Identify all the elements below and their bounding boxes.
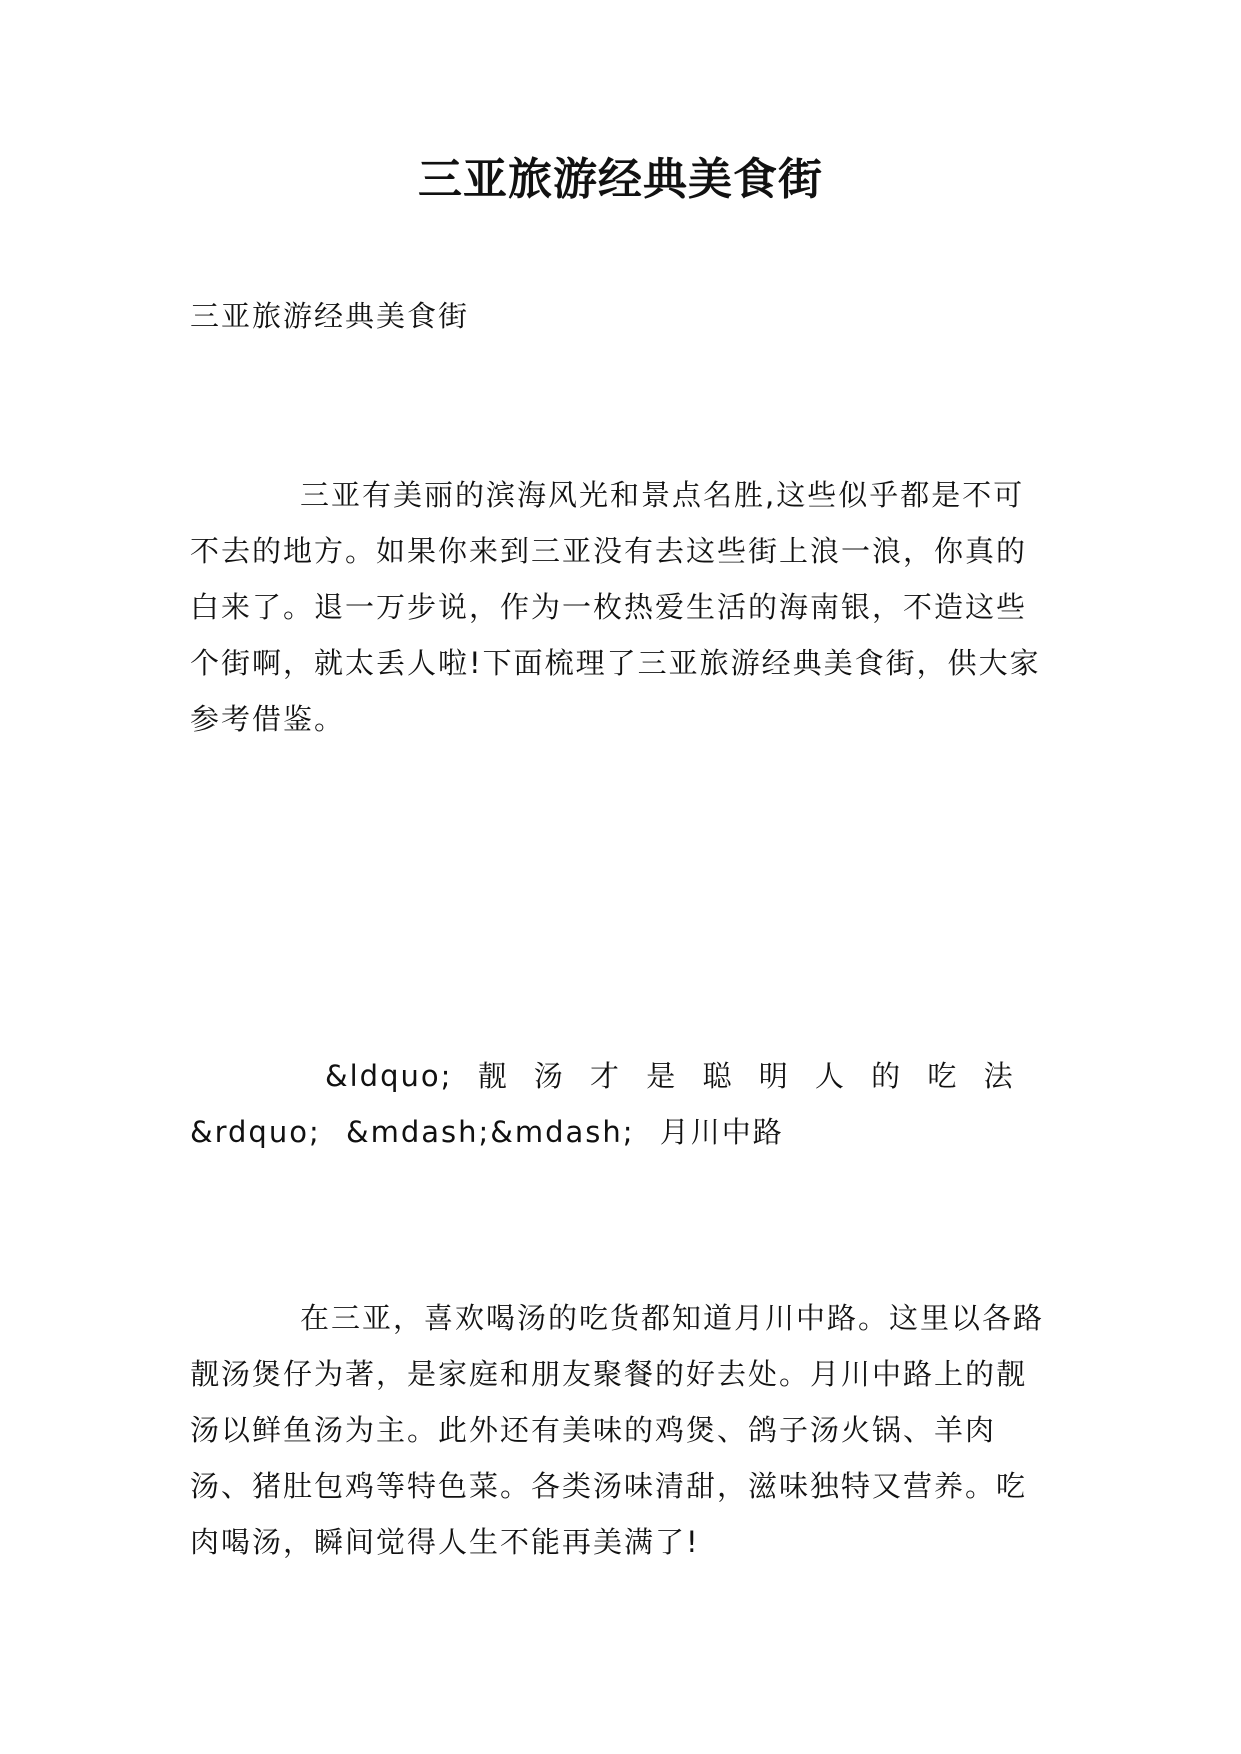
body-paragraph: 在三亚，喜欢喝汤的吃货都知道月川中路。这里以各路靓汤煲仔为著，是家庭和朋友聚餐的好去处。月川中路上的靓汤以鲜鱼汤为主。此外还有美味的鸡煲、鸽子汤火锅、羊肉汤、猪肚包鸡等特色菜。各类汤味清甜，滋味独特又营养。吃肉喝汤，瞬间觉得人生不能再美满了! <box>190 1301 1045 1559</box>
section-heading: &ldquo; 靓 汤 才 是 聪 明 人 的 吃 法 &rdquo; &mdash;&mdash; 月川中路 <box>190 1059 1015 1149</box>
page-title: 三亚旅游经典美食街 <box>418 154 823 205</box>
intro-paragraph: 三亚有美丽的滨海风光和景点名胜,这些似乎都是不可不去的地方。如果你来到三亚没有去这些街上浪一浪，你真的白来了。退一万步说，作为一枚热爱生活的海南银，不造这些个街啊，就太丢人啦!下面梳理了三亚旅游经典美食街，供大家参考借鉴。 <box>190 478 1041 736</box>
document-subtitle: 三亚旅游经典美食街 <box>190 299 470 333</box>
